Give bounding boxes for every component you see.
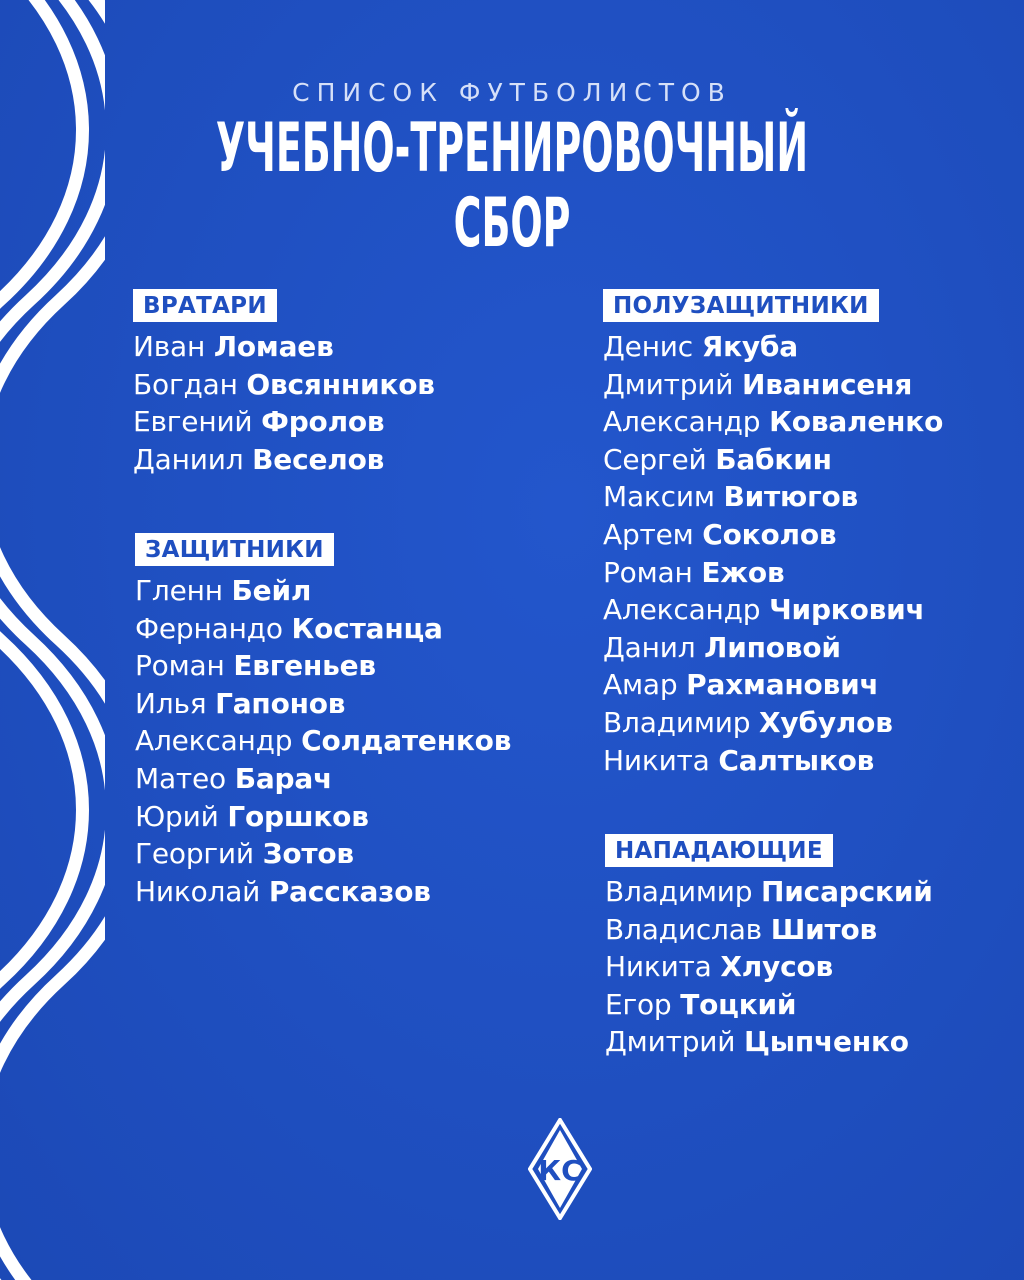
player-first-name: Иван: [133, 330, 206, 363]
player-first-name: Денис: [603, 330, 694, 363]
player-first-name: Данил: [603, 630, 696, 664]
player-name: [135, 572, 511, 610]
player-first-name: Максим: [603, 480, 715, 514]
player-last-name: Веселов: [252, 442, 385, 476]
player-name: [135, 760, 511, 798]
player-last-name: Тоцкий: [680, 987, 797, 1021]
section-goalkeepers: [133, 289, 435, 478]
player-name: [603, 591, 943, 629]
player-last-name: Хубулов: [759, 705, 893, 739]
player-last-name: Салтыков: [718, 743, 875, 777]
player-list: [603, 328, 943, 779]
player-name: [605, 1023, 933, 1061]
player-name: [603, 666, 943, 704]
player-first-name: Владислав: [605, 912, 762, 946]
player-last-name: Ломаев: [213, 330, 334, 363]
player-list: [133, 328, 435, 478]
player-name: [603, 366, 943, 404]
player-last-name: Костанца: [291, 611, 443, 645]
crest-text: КС: [538, 1154, 582, 1187]
player-name: [603, 516, 943, 554]
player-last-name: Чиркович: [769, 593, 925, 627]
player-first-name: Владимир: [605, 875, 753, 908]
player-last-name: Витюгов: [723, 480, 859, 514]
player-last-name: Шитов: [770, 912, 878, 946]
player-first-name: Фернандо: [135, 611, 283, 645]
player-first-name: Никита: [605, 950, 712, 984]
player-first-name: Роман: [603, 555, 693, 589]
player-name: [603, 704, 943, 742]
player-name: [605, 911, 933, 949]
section-label-goalkeepers: ВРАТАРИ: [133, 289, 277, 322]
player-last-name: Соколов: [702, 517, 837, 551]
subtitle: СПИСОК ФУТБОЛИСТОВ: [292, 78, 732, 107]
player-first-name: Амар: [603, 668, 678, 702]
player-last-name: Ежов: [701, 555, 785, 589]
player-last-name: Липовой: [704, 630, 841, 664]
player-name: [603, 478, 943, 516]
player-first-name: Егор: [605, 987, 672, 1021]
player-name: [605, 986, 933, 1024]
player-name: [135, 685, 511, 723]
player-first-name: Георгий: [135, 837, 254, 871]
player-name: [133, 328, 435, 366]
player-first-name: Матео: [135, 761, 226, 795]
player-last-name: Хлусов: [720, 950, 834, 984]
player-name: [133, 366, 435, 404]
player-first-name: Даниил: [133, 442, 244, 476]
player-name: [603, 742, 943, 780]
player-last-name: Фролов: [261, 405, 385, 439]
player-last-name: Евгеньев: [233, 649, 376, 683]
section-label-defenders: ЗАЩИТНИКИ: [135, 533, 334, 566]
player-last-name: Овсянников: [246, 367, 435, 401]
section-midfielders: [603, 289, 943, 779]
player-name: [603, 629, 943, 667]
player-first-name: Илья: [135, 686, 207, 720]
player-name: [135, 647, 511, 685]
player-first-name: Дмитрий: [603, 367, 734, 401]
player-name: [605, 948, 933, 986]
club-crest-icon: [528, 1118, 592, 1220]
section-label-midfielders: ПОЛУЗАЩИТНИКИ: [603, 289, 879, 322]
player-last-name: Иванисеня: [741, 367, 913, 401]
player-first-name: Владимир: [603, 705, 751, 739]
player-last-name: Коваленко: [769, 405, 944, 439]
player-first-name: Александр: [135, 724, 293, 758]
player-name: [135, 835, 511, 873]
player-first-name: Никита: [603, 743, 710, 777]
player-last-name: Гапонов: [215, 686, 346, 720]
player-last-name: Бейл: [231, 574, 312, 607]
player-first-name: Николай: [135, 874, 261, 908]
player-name: [605, 873, 933, 911]
player-last-name: Рахманович: [686, 668, 879, 702]
section-label-forwards: НАПАДАЮЩИЕ: [605, 834, 833, 867]
player-first-name: Дмитрий: [605, 1025, 736, 1059]
player-last-name: Барач: [234, 761, 333, 795]
player-name: [133, 441, 435, 479]
player-list: [605, 873, 933, 1061]
player-first-name: Сергей: [603, 442, 707, 476]
player-last-name: Горшков: [227, 799, 369, 833]
player-first-name: Гленн: [135, 574, 223, 607]
player-name: [135, 722, 511, 760]
player-name: [603, 554, 943, 592]
page-title: УЧЕБНО-ТРЕНИРОВОЧНЫЙ СБОР: [215, 109, 809, 263]
player-last-name: Рассказов: [268, 874, 431, 908]
player-last-name: Писарский: [761, 875, 933, 908]
section-forwards: [605, 834, 933, 1061]
player-name: [603, 328, 943, 366]
player-name: [135, 610, 511, 648]
player-first-name: Богдан: [133, 367, 238, 401]
player-first-name: Евгений: [133, 405, 253, 439]
player-first-name: Роман: [135, 649, 225, 683]
player-list: [135, 572, 511, 910]
player-last-name: Бабкин: [715, 442, 832, 476]
wave-decoration: [0, 0, 105, 1280]
section-defenders: [135, 533, 511, 910]
player-name: [603, 441, 943, 479]
player-last-name: Цыпченко: [743, 1025, 909, 1059]
player-first-name: Юрий: [135, 799, 219, 833]
player-name: [603, 403, 943, 441]
player-name: [135, 873, 511, 911]
player-name: [135, 798, 511, 836]
player-first-name: Артем: [603, 517, 694, 551]
player-last-name: Зотов: [262, 837, 354, 871]
player-first-name: Александр: [603, 405, 761, 439]
player-first-name: Александр: [603, 593, 761, 627]
player-name: [133, 403, 435, 441]
player-last-name: Якуба: [701, 330, 798, 363]
player-last-name: Солдатенков: [301, 724, 512, 758]
